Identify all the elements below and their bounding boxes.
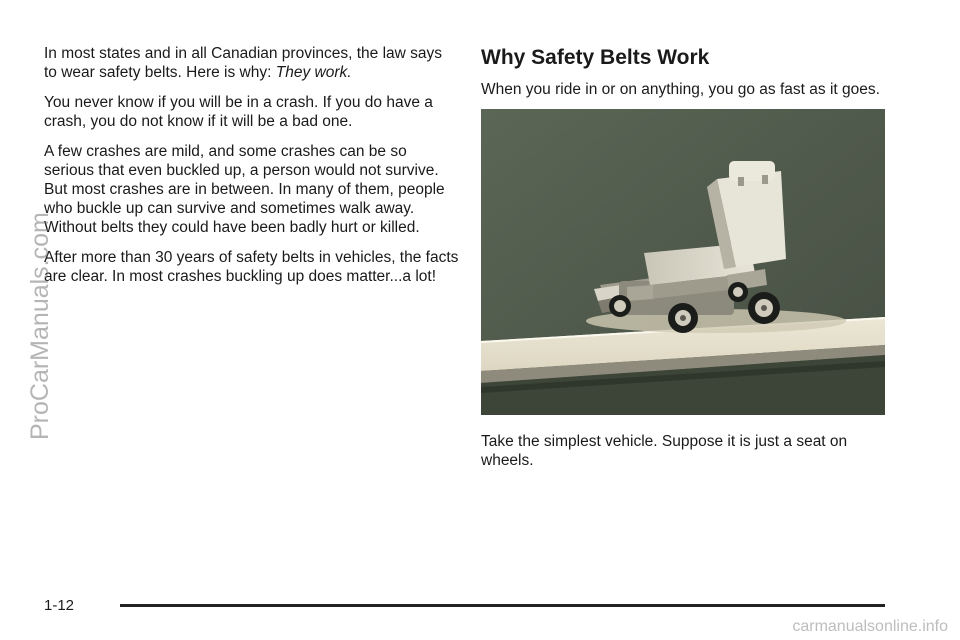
seat-on-wheels-illustration	[481, 109, 885, 415]
footer-rule	[120, 604, 885, 607]
paragraph-1-text: In most states and in all Canadian provinces, the law says to wear safety belts. Here is why:	[44, 45, 443, 81]
caption-text: Take the simplest vehicle. Suppose it is just a seat on wheels.	[481, 433, 848, 469]
right-column	[481, 44, 891, 99]
paragraph-1	[44, 44, 459, 82]
section-heading: Why Safety Belts Work	[481, 46, 710, 69]
paragraph-2: You never know if you will be in a crash. If you do have a crash, you do not know if it will be a bad one.	[44, 94, 433, 130]
figure-caption	[481, 432, 885, 470]
footer-url: carmanualsonline.info	[792, 618, 948, 635]
left-column	[44, 44, 459, 297]
watermark: ProCarManuals.com	[26, 212, 54, 440]
paragraph-1-emphasis: They work.	[275, 64, 352, 81]
intro-paragraph: When you ride in or on anything, you go as fast as it goes.	[481, 81, 880, 98]
paragraph-3: A few crashes are mild, and some crashes can be so serious that even buckled up, a person would not survive. But most crashes are in between. In many of them, people who buckle up can survive and sometimes walk away. Without belts they could have been badly hurt or killed.	[44, 143, 445, 236]
page-number: 1-12	[44, 597, 75, 614]
paragraph-4: After more than 30 years of safety belts in vehicles, the facts are clear. In most crashes buckling up does matter...a lot!	[44, 249, 459, 285]
illustration-svg	[481, 109, 885, 415]
